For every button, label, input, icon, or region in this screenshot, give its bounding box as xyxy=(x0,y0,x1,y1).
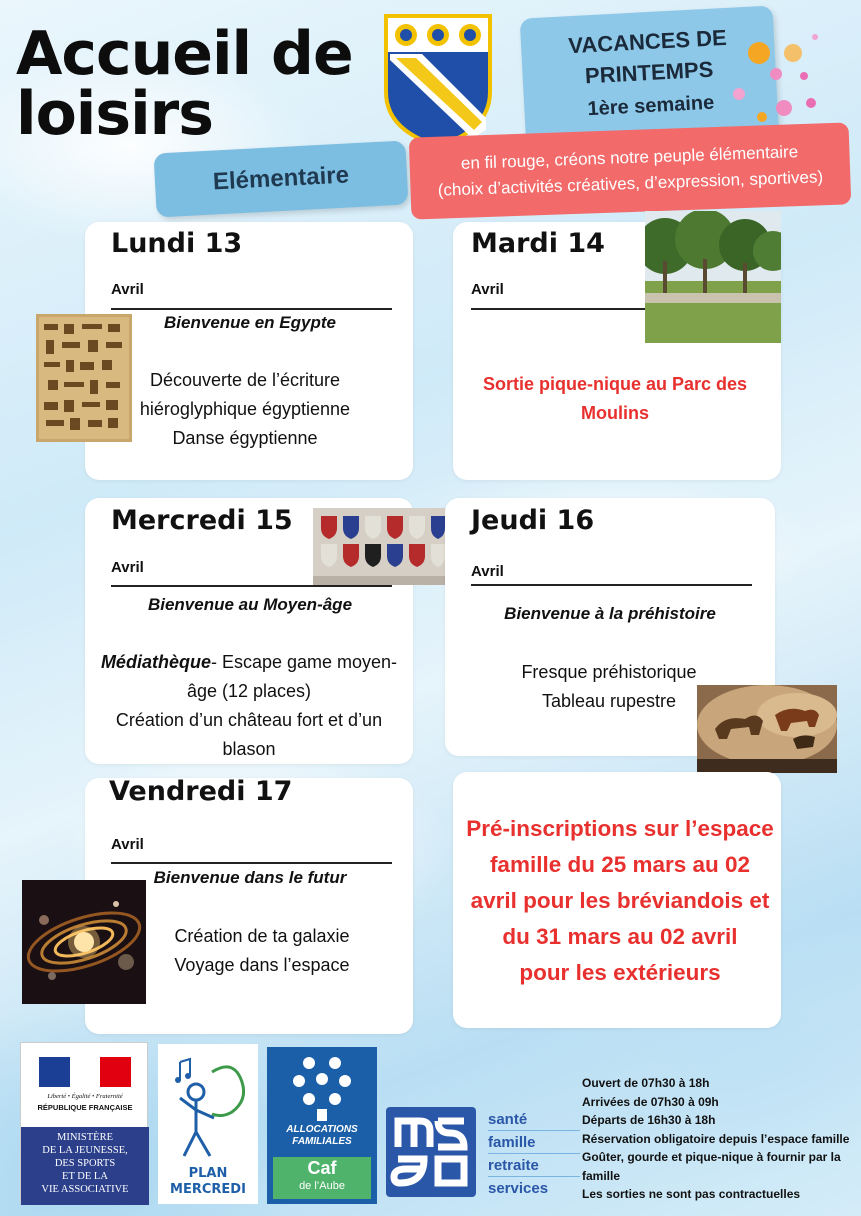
ministere-motto: Liberté • Égalité • Fraternité xyxy=(47,1093,123,1100)
activity: Fresque préhistorique xyxy=(521,662,697,682)
info-line: Ouvert de 07h30 à 18h xyxy=(582,1076,710,1090)
msa-divider xyxy=(488,1153,580,1154)
msa-word: retraite xyxy=(488,1157,539,1174)
activity-list xyxy=(127,922,397,980)
deco-dot xyxy=(812,34,818,40)
caf-line: de l’Aube xyxy=(299,1180,345,1192)
day-theme: Bienvenue en Egypte xyxy=(164,313,336,332)
activity: Danse égyptienne xyxy=(172,428,318,448)
caf-line: ALLOCATIONS xyxy=(286,1124,358,1135)
deco-dot xyxy=(776,100,792,116)
info-line: Les sorties ne sont pas contractuelles xyxy=(582,1187,801,1201)
practical-info xyxy=(582,1074,858,1204)
divider xyxy=(111,585,392,587)
day-title: Mardi 14 xyxy=(471,228,605,259)
preinscription-line: pour les extérieurs xyxy=(519,960,721,985)
day-month: Avril xyxy=(111,559,144,576)
mercredi-label: MERCREDI xyxy=(170,1182,246,1197)
msa-word: famille xyxy=(488,1134,536,1151)
ministere-line: DE LA JEUNESSE, xyxy=(42,1145,128,1156)
activity: hiéroglyphique égyptienne xyxy=(139,399,351,419)
ministere-republique: RÉPUBLIQUE FRANÇAISE xyxy=(37,1103,133,1112)
outing-line: Moulins xyxy=(581,403,649,423)
info-line: Réservation obligatoire depuis l’espace famille xyxy=(582,1131,850,1146)
day-title: Vendredi 17 xyxy=(109,776,293,807)
caf-logo xyxy=(267,1047,377,1204)
ministere-line: VIE ASSOCIATIVE xyxy=(41,1184,129,1195)
preinscription-line: avril pour les bréviandois et xyxy=(470,888,770,913)
info-line: Goûter, gourde et pique-nique à fournir par la xyxy=(582,1150,841,1164)
vacances-line-2: PRINTEMPS xyxy=(584,56,714,89)
hieroglyph-photo xyxy=(36,314,132,442)
day-month: Avril xyxy=(111,281,144,298)
deco-dot xyxy=(733,88,745,100)
plan-mercredi-logo xyxy=(158,1044,258,1204)
ministere-name xyxy=(21,1127,149,1205)
deco-dot xyxy=(770,68,782,80)
level-badge: Elémentaire xyxy=(153,140,408,217)
ministere-logo xyxy=(20,1042,148,1204)
activity-emphasis: Médiathèque xyxy=(100,652,211,672)
day-theme: Bienvenue au Moyen-âge xyxy=(147,595,353,614)
info-line: Arrivées de 07h30 à 09h xyxy=(582,1094,719,1109)
day-title: Jeudi 16 xyxy=(471,505,595,536)
preinscription-line: famille du 25 mars au 02 xyxy=(489,852,751,877)
preinscription-line: Pré-inscriptions sur l’espace xyxy=(466,816,774,841)
outing-text xyxy=(467,370,763,428)
plan-label: PLAN xyxy=(188,1166,228,1181)
divider xyxy=(471,308,646,310)
vacances-line-3: 1ère semaine xyxy=(587,91,715,121)
divider xyxy=(111,308,392,310)
activity xyxy=(88,648,410,677)
day-title: Lundi 13 xyxy=(111,228,243,259)
aube-crest-icon xyxy=(382,12,494,148)
deco-dot xyxy=(748,42,770,64)
caf-line: Caf xyxy=(307,1158,337,1178)
galaxy-photo xyxy=(22,880,146,1004)
ministere-line: ET DE LA xyxy=(62,1171,108,1182)
title-line-2: loisirs xyxy=(16,79,213,149)
day-month: Avril xyxy=(471,281,504,298)
caf-line: FAMILIALES xyxy=(292,1136,352,1147)
fil-rouge-line-1: en fil rouge, créons notre peuple élémentaire xyxy=(460,142,799,173)
blason-photo xyxy=(313,508,450,585)
deco-dot xyxy=(806,98,816,108)
activity-list xyxy=(88,648,410,764)
msa-tagline xyxy=(488,1108,548,1200)
fil-rouge-banner xyxy=(409,122,852,219)
msa-word: santé xyxy=(488,1111,528,1128)
title-line-1: Accueil de xyxy=(16,19,353,89)
deco-dot xyxy=(757,112,767,122)
activity: Voyage dans l’espace xyxy=(174,955,350,975)
msa-divider xyxy=(488,1176,580,1177)
info-line: Départs de 16h30 à 18h xyxy=(582,1113,716,1127)
activity: Création de ta galaxie xyxy=(174,926,350,946)
activity: blason xyxy=(222,739,276,759)
activity: âge (12 places) xyxy=(186,681,312,701)
park-photo xyxy=(645,211,781,343)
divider xyxy=(111,862,392,864)
ministere-line: DES SPORTS xyxy=(54,1158,116,1169)
day-month: Avril xyxy=(111,836,144,853)
msa-logo xyxy=(386,1107,476,1197)
activity: Tableau rupestre xyxy=(541,691,677,711)
plan-mercredi-figure-icon xyxy=(166,1052,250,1162)
activity-text: - Escape game moyen- xyxy=(210,652,398,672)
preinscription-line: du 31 mars au 02 avril xyxy=(502,924,738,949)
msa-divider xyxy=(488,1130,580,1131)
outing-line: Sortie pique-nique au Parc des xyxy=(482,374,748,394)
caf-family-icon xyxy=(289,1053,355,1123)
ministere-line: MINISTÈRE xyxy=(57,1132,113,1143)
vacances-line-1: VACANCES DE xyxy=(567,24,728,59)
activity: Découverte de l’écriture xyxy=(149,370,341,390)
day-month: Avril xyxy=(471,563,504,580)
caf-bottom xyxy=(273,1157,371,1199)
marianne-icon xyxy=(39,1057,131,1087)
cave-painting-photo xyxy=(697,685,837,773)
page-title xyxy=(16,19,353,149)
deco-dot xyxy=(784,44,802,62)
fil-rouge-line-2: (choix d’activités créatives, d’expression, sportives) xyxy=(437,167,824,200)
info-line: famille xyxy=(582,1168,621,1183)
day-theme: Bienvenue à la préhistoire xyxy=(504,604,716,623)
day-title: Mercredi 15 xyxy=(111,505,293,536)
activity: Création d’un château fort et d’un xyxy=(115,710,383,730)
divider xyxy=(471,584,752,586)
preinscription-text xyxy=(450,811,790,991)
msa-letters-icon xyxy=(386,1107,476,1197)
msa-word: services xyxy=(488,1180,549,1197)
activity-list xyxy=(125,366,365,453)
day-theme: Bienvenue dans le futur xyxy=(153,868,347,887)
deco-dot xyxy=(800,72,808,80)
